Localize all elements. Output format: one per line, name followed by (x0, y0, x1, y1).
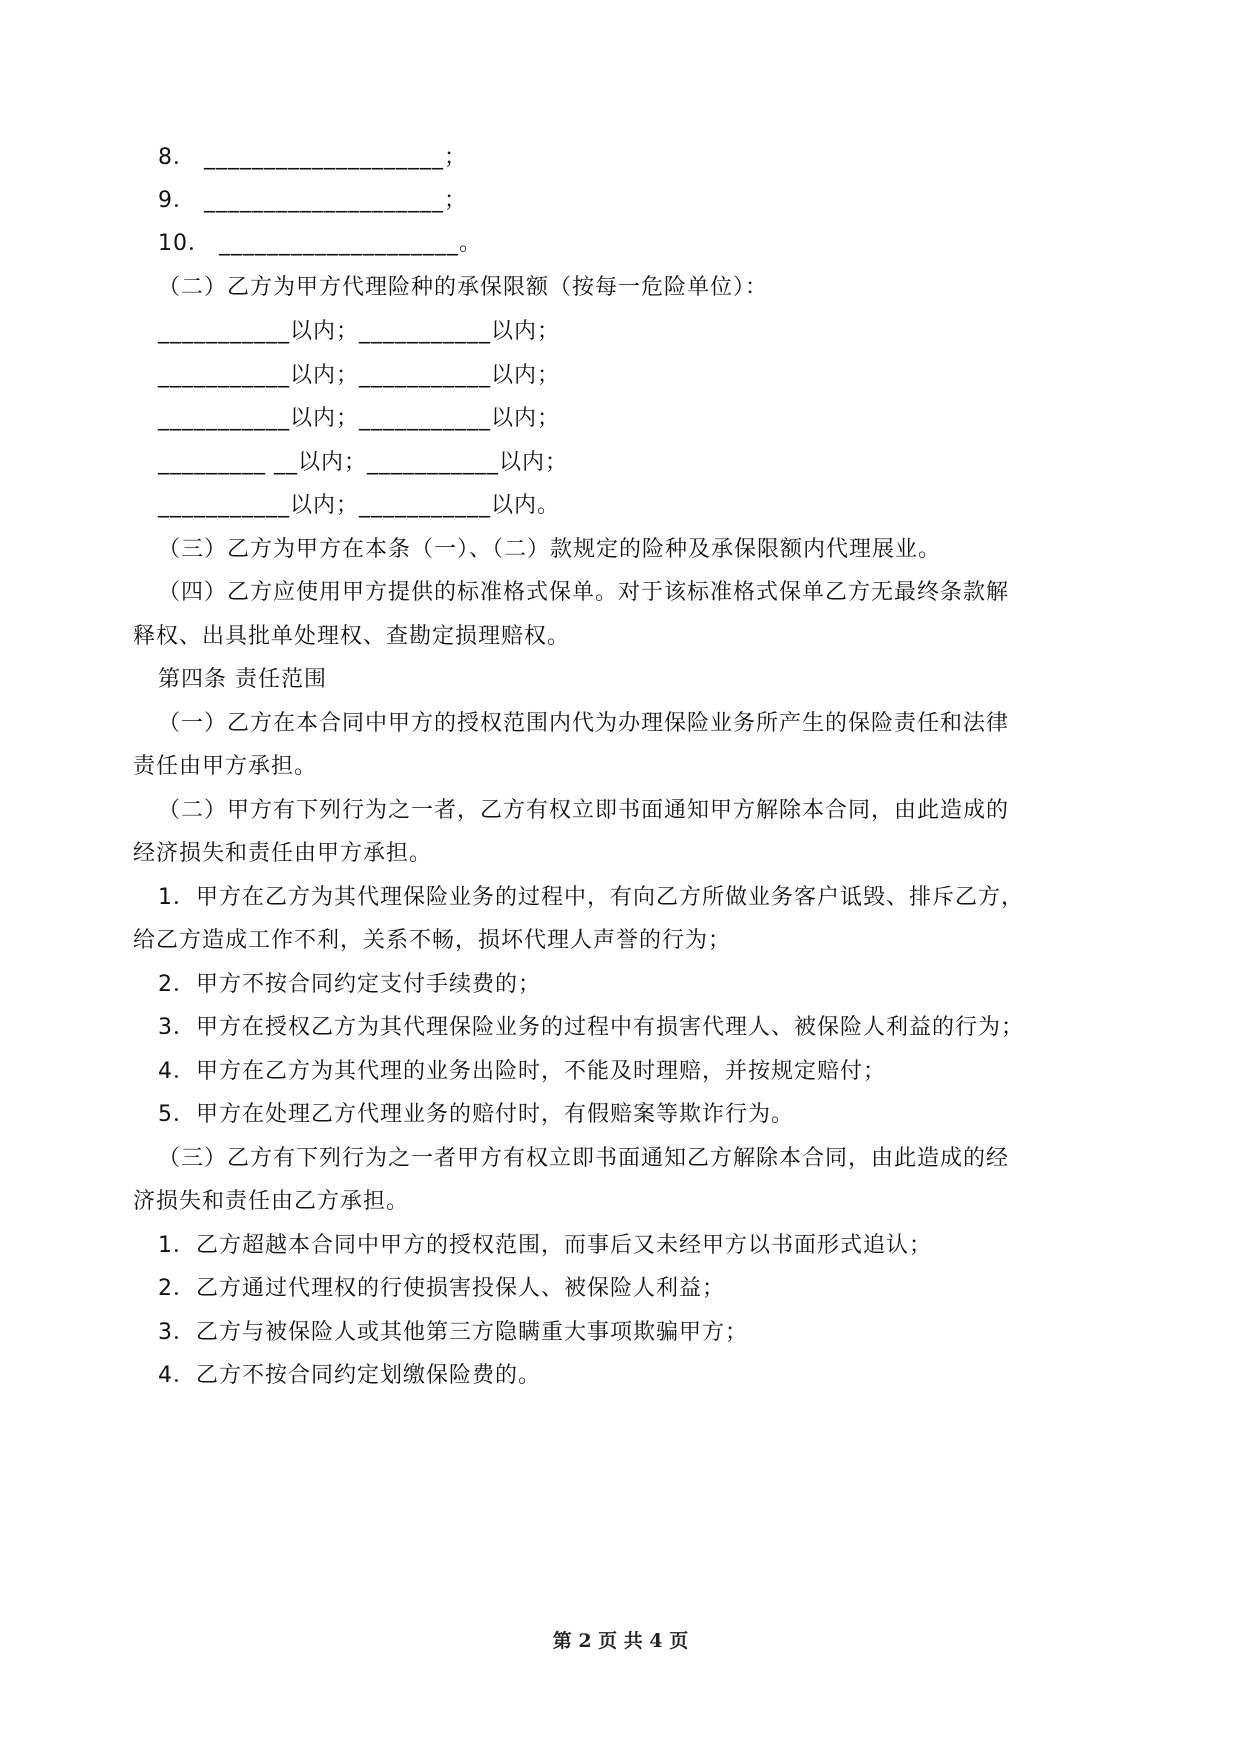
limit-row: _________ __以内；___________以内； (158, 450, 568, 475)
list-item: 3．甲方在授权乙方为其代理保险业务的过程中有损害代理人、被保险人利益的行为； (158, 1015, 1024, 1040)
list-item: 5．甲方在处理乙方代理业务的赔付时，有假赔案等欺诈行为。 (158, 1102, 794, 1127)
responsibility-2-cont: 经济损失和责任由甲方承担。 (133, 841, 433, 866)
limit-row: ___________以内；___________以内； (158, 319, 561, 344)
list-item-cont: 给乙方造成工作不利，关系不畅，损坏代理人声誉的行为； (133, 928, 732, 953)
responsibility-1: （一）乙方在本合同中甲方的授权范围内代为办理保险业务所产生的保险责任和法律 (158, 711, 1010, 736)
list-item: 1．乙方超越本合同中甲方的授权范围，而事后又未经甲方以书面形式追认； (158, 1233, 932, 1258)
article-4-title: 第四条 责任范围 (158, 667, 327, 692)
limit-row: ___________以内；___________以内； (158, 363, 561, 388)
clause-4-cont: 释权、出具批单处理权、查勘定损理赔权。 (133, 624, 571, 649)
list-item: 2．甲方不按合同约定支付手续费的； (158, 972, 541, 997)
blank-item-9: 9． ____________________； (158, 188, 467, 213)
limit-row: ___________以内；___________以内； (158, 406, 561, 431)
responsibility-2: （二）甲方有下列行为之一者，乙方有权立即书面通知甲方解除本合同，由此造成的 (158, 798, 1010, 823)
list-item: 4．甲方在乙方为其代理的业务出险时，不能及时理赔，并按规定赔付； (158, 1059, 886, 1084)
clause-3: （三）乙方为甲方在本条（一）、（二）款规定的险种及承保限额内代理展业。 (158, 537, 942, 562)
limit-row: ___________以内；___________以内。 (158, 493, 561, 518)
responsibility-3-cont: 济损失和责任由乙方承担。 (133, 1189, 410, 1214)
responsibility-1-cont: 责任由甲方承担。 (133, 754, 318, 779)
list-item: 1．甲方在乙方为其代理保险业务的过程中，有向乙方所做业务客户诋毁、排斥乙方， (158, 885, 1024, 910)
blank-item-10: 10． ____________________。 (158, 231, 482, 256)
list-item: 4．乙方不按合同约定划缴保险费的。 (158, 1363, 541, 1388)
list-item: 3．乙方与被保险人或其他第三方隐瞒重大事项欺骗甲方； (158, 1320, 748, 1345)
list-item: 2．乙方通过代理权的行使损害投保人、被保险人利益； (158, 1276, 725, 1301)
responsibility-3: （三）乙方有下列行为之一者甲方有权立即书面通知乙方解除本合同，由此造成的经 (158, 1146, 1010, 1171)
clause-4: （四）乙方应使用甲方提供的标准格式保单。对于该标准格式保单乙方无最终条款解 (158, 580, 1010, 605)
page-footer: 第 2 页 共 4 页 (552, 1630, 689, 1652)
blank-item-8: 8． ____________________； (158, 145, 467, 170)
clause-2-heading: （二）乙方为甲方代理险种的承保限额（按每一危险单位）： (158, 275, 769, 300)
